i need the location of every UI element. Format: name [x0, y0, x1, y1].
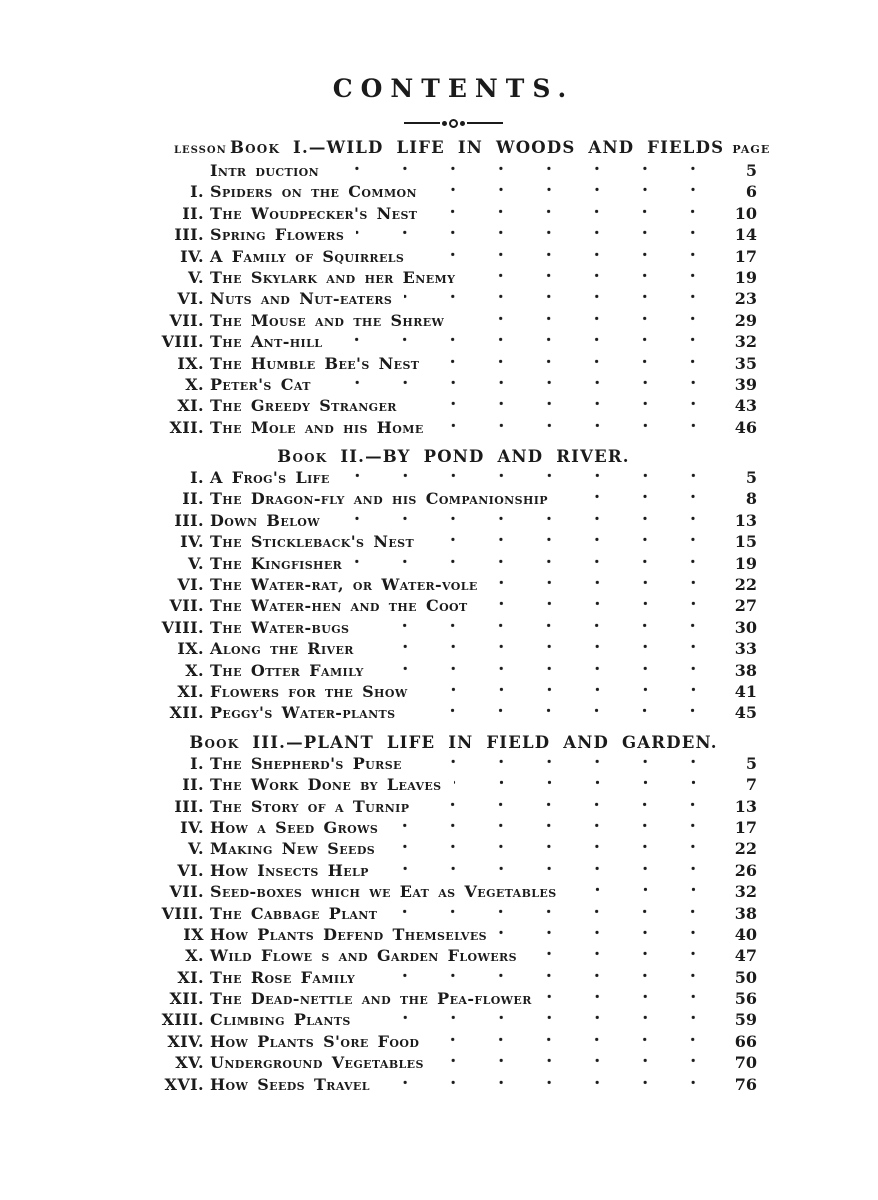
dot-leader	[356, 225, 719, 246]
toc-entry	[150, 682, 757, 703]
page-column-label: PAGE	[732, 143, 771, 156]
dot-leader	[454, 775, 719, 796]
entry-title: Making New Seeds	[210, 839, 376, 859]
entry-title: The Woudpecker's Nest	[210, 203, 418, 223]
dot-leader	[560, 489, 719, 510]
toc-entry	[150, 596, 757, 617]
entry-page-number: 35	[734, 353, 757, 373]
entry-page-number: 5	[745, 468, 757, 488]
toc-entry	[150, 468, 757, 489]
entry-title: A Frog's Life	[210, 468, 330, 488]
dot-leader	[367, 968, 719, 989]
entry-page-number: 6	[745, 182, 757, 202]
entry-title: Wild Flowe s and Garden Flowers	[210, 946, 517, 966]
divider-ornament	[150, 118, 757, 128]
entry-lesson-numeral: VI.	[177, 289, 204, 309]
entry-lesson-numeral: VIII.	[161, 903, 204, 923]
entry-lesson-numeral: XII.	[169, 417, 204, 437]
entry-title: The Cabbage Plant	[210, 903, 378, 923]
entry-page-number: 5	[745, 161, 757, 180]
entry-page-number: 33	[734, 639, 757, 659]
entry-lesson-numeral: I.	[190, 182, 204, 202]
entry-title: The Greedy Stranger	[210, 396, 397, 416]
entry-title: The Otter Family	[210, 660, 364, 680]
entry-title: The Mouse and the Shrew	[210, 310, 445, 330]
dot-leader	[499, 925, 719, 946]
entry-lesson-numeral: XIII.	[161, 1010, 204, 1030]
entry-page-number: 43	[734, 396, 757, 416]
entry-title: Climbing Plants	[210, 1010, 351, 1030]
entry-page-number: 5	[745, 753, 757, 773]
toc-entry	[150, 354, 757, 375]
entry-title: The Dragon-fly and his Companionship	[210, 489, 548, 509]
entry-lesson-numeral: III.	[174, 510, 204, 530]
lesson-column-label: LESSON	[174, 145, 227, 156]
toc-entry	[150, 703, 757, 724]
entry-title: The Water-hen and the Coot	[210, 596, 468, 616]
toc-entry	[150, 575, 757, 596]
entry-page-number: 47	[734, 946, 757, 966]
dot-leader	[416, 247, 719, 268]
entry-lesson-numeral: IX.	[177, 353, 204, 373]
dot-leader	[331, 161, 719, 182]
entry-page-number: 38	[734, 903, 757, 923]
entry-title: The Mole and his Home	[210, 417, 424, 437]
entry-page-number: 39	[734, 374, 757, 394]
toc-entry	[150, 968, 757, 989]
toc-entry	[150, 161, 757, 182]
toc-entry	[150, 311, 757, 332]
entry-lesson-numeral: XI.	[177, 967, 204, 987]
dot-leader	[569, 882, 719, 903]
entry-lesson-numeral: VII.	[169, 596, 204, 616]
entry-title: How Insects Help	[210, 860, 369, 880]
dot-leader	[431, 1032, 719, 1053]
table-of-contents	[150, 138, 771, 1096]
entry-lesson-numeral: IX	[183, 924, 204, 944]
toc-header-row	[150, 138, 771, 160]
toc-entry	[150, 1075, 757, 1096]
toc-entry	[150, 818, 757, 839]
toc-entry	[150, 396, 757, 417]
entry-title: The Kingfisher	[210, 553, 343, 573]
toc-entry	[150, 268, 757, 289]
entry-title: Down Below	[210, 510, 321, 530]
entry-lesson-numeral: XIV.	[167, 1031, 204, 1051]
entry-lesson-numeral: V.	[188, 267, 204, 287]
toc-entry	[150, 289, 757, 310]
entry-page-number: 41	[734, 681, 757, 701]
toc-entry	[150, 925, 757, 946]
entry-lesson-numeral: III.	[174, 796, 204, 816]
toc-entry	[150, 225, 757, 246]
entry-lesson-numeral: I.	[190, 468, 204, 488]
entry-lesson-numeral: V.	[188, 839, 204, 859]
entry-title: How Plants S'ore Food	[210, 1031, 420, 1051]
dot-leader	[354, 554, 719, 575]
entry-lesson-numeral: VIII.	[161, 332, 204, 352]
entry-lesson-numeral: III.	[174, 225, 204, 245]
entry-title: The Water-bugs	[210, 617, 350, 637]
book-2-heading: Book II.—BY POND AND RIVER.	[277, 447, 630, 467]
dot-leader	[529, 946, 719, 967]
page-title: CONTENTS.	[332, 74, 575, 103]
toc-entry	[150, 489, 757, 510]
entry-lesson-numeral: IX.	[177, 639, 204, 659]
dot-leader	[429, 182, 719, 203]
entry-page-number: 46	[734, 417, 757, 437]
entry-lesson-numeral: X.	[185, 660, 204, 680]
entry-lesson-numeral: X.	[185, 946, 204, 966]
dot-leader	[404, 289, 719, 310]
toc-entry	[150, 882, 757, 903]
toc-entry	[150, 797, 757, 818]
entry-page-number: 13	[734, 796, 757, 816]
entry-page-number: 15	[734, 532, 757, 552]
entry-lesson-numeral: IV.	[180, 246, 204, 266]
entry-page-number: 76	[734, 1074, 757, 1094]
dot-leader	[456, 311, 719, 332]
entry-page-number: 14	[734, 225, 757, 245]
dot-leader	[429, 204, 719, 225]
entry-lesson-numeral: VI.	[177, 860, 204, 880]
entry-lesson-numeral: VIII.	[161, 617, 204, 637]
dot-leader	[389, 904, 719, 925]
entry-lesson-numeral: VI.	[177, 575, 204, 595]
toc-entry	[150, 861, 757, 882]
entry-title: A Family of Squirrels	[210, 246, 405, 266]
dot-leader	[436, 1053, 719, 1074]
toc-entry	[150, 247, 757, 268]
entry-title: How Seeds Travel	[210, 1074, 370, 1094]
entry-lesson-numeral: II.	[182, 203, 204, 223]
dot-leader	[342, 468, 719, 489]
dot-leader	[332, 511, 719, 532]
dot-leader	[361, 618, 719, 639]
entry-title: The Humble Bee's Nest	[210, 353, 420, 373]
entry-lesson-numeral: IV.	[180, 532, 204, 552]
dot-leader	[363, 1010, 719, 1031]
dot-leader	[414, 754, 719, 775]
entry-page-number: 26	[734, 860, 757, 880]
entry-page-number: 59	[734, 1010, 757, 1030]
ornament-line-right	[467, 122, 503, 124]
toc-entry	[150, 1032, 757, 1053]
dot-leader	[436, 418, 719, 439]
entry-page-number: 32	[734, 882, 757, 902]
entry-page-number: 8	[745, 489, 757, 509]
entry-title: The Stickleback's Nest	[210, 532, 415, 552]
toc-entry	[150, 332, 757, 353]
entry-lesson-numeral: II.	[182, 489, 204, 509]
entry-page-number: 19	[734, 553, 757, 573]
entry-page-number: 13	[734, 510, 757, 530]
entry-lesson-numeral: XII.	[169, 989, 204, 1009]
entry-title: Nuts and Nut-eaters	[210, 289, 393, 309]
entry-page-number: 17	[734, 246, 757, 266]
entry-page-number: 40	[734, 924, 757, 944]
entry-lesson-numeral: VII.	[169, 310, 204, 330]
dot-leader	[420, 682, 719, 703]
entry-lesson-numeral: I.	[190, 753, 204, 773]
dot-leader	[366, 639, 719, 660]
toc-entry	[150, 639, 757, 660]
entry-lesson-numeral: XI.	[177, 681, 204, 701]
entry-title: The Shepherd's Purse	[210, 753, 402, 773]
entry-title: The Dead-nettle and the Pea-flower	[210, 989, 532, 1009]
dot-leader	[387, 839, 719, 860]
dot-leader	[421, 797, 719, 818]
toc-entry	[150, 554, 757, 575]
entry-page-number: 38	[734, 660, 757, 680]
entry-page-number: 70	[734, 1053, 757, 1073]
book-1-heading: Book I.—WILD LIFE IN WOODS AND FIELDS	[230, 138, 725, 157]
toc-entry	[150, 754, 757, 775]
dot-leader	[490, 575, 719, 596]
toc-entry	[150, 418, 757, 439]
entry-lesson-numeral: II.	[182, 775, 204, 795]
dot-leader	[334, 332, 719, 353]
entry-page-number: 22	[734, 575, 757, 595]
dot-leader	[323, 375, 719, 396]
dot-leader	[544, 989, 719, 1010]
dot-leader	[480, 596, 719, 617]
entry-page-number: 30	[734, 617, 757, 637]
entry-page-number: 23	[734, 289, 757, 309]
entry-title: The Ant-hill	[210, 332, 323, 352]
entry-lesson-numeral: XVI.	[164, 1074, 204, 1094]
entry-title: The Work Done by Leaves	[210, 775, 442, 795]
dot-leader	[409, 396, 719, 417]
toc-entry	[150, 375, 757, 396]
entry-title: Peggy's Water-plants	[210, 703, 396, 723]
entry-page-number: 19	[734, 267, 757, 287]
toc-entry	[150, 532, 757, 553]
entry-page-number: 7	[745, 775, 757, 795]
toc-entry	[150, 204, 757, 225]
toc-entry	[150, 904, 757, 925]
entry-title: How a Seed Grows	[210, 817, 379, 837]
toc-entry	[150, 775, 757, 796]
toc-entry	[150, 989, 757, 1010]
entry-title: Intr duction	[210, 161, 320, 180]
entry-title: Seed-boxes which we Eat as Vegetables	[210, 882, 557, 902]
dot-leader	[407, 703, 719, 724]
dot-leader	[467, 268, 719, 289]
entry-page-number: 22	[734, 839, 757, 859]
entry-lesson-numeral: V.	[188, 553, 204, 573]
entry-lesson-numeral: XV.	[175, 1053, 204, 1073]
entry-title: Peter's Cat	[210, 374, 311, 394]
entry-title: The Rose Family	[210, 967, 356, 987]
dot-leader	[431, 354, 719, 375]
dot-leader	[376, 661, 719, 682]
toc-entry	[150, 1010, 757, 1031]
entry-title: How Plants Defend Themselves	[210, 924, 487, 944]
dot-leader	[381, 861, 719, 882]
toc-content-column	[150, 0, 771, 1096]
ornament-dot-left	[442, 121, 447, 126]
entry-page-number: 56	[734, 989, 757, 1009]
entry-title: The Water-rat, or Water-vole	[210, 575, 478, 595]
entry-lesson-numeral: XI.	[177, 396, 204, 416]
entry-page-number: 45	[734, 703, 757, 723]
toc-entry	[150, 511, 757, 532]
entry-page-number: 10	[734, 203, 757, 223]
entry-lesson-numeral: IV.	[180, 817, 204, 837]
ornament-line-left	[404, 122, 440, 124]
entry-title: Spring Flowers	[210, 225, 345, 245]
entry-page-number: 50	[734, 967, 757, 987]
entry-title: The Story of a Turnip	[210, 796, 410, 816]
entry-title: Spiders on the Common	[210, 182, 417, 202]
toc-entry	[150, 839, 757, 860]
toc-entry	[150, 946, 757, 967]
toc-entry	[150, 618, 757, 639]
ornament-dot-right	[460, 121, 465, 126]
entry-page-number: 17	[734, 817, 757, 837]
entry-page-number: 66	[734, 1031, 757, 1051]
book-3-heading: Book III.—PLANT LIFE IN FIELD AND GARDEN.	[189, 732, 718, 752]
dot-leader	[382, 1075, 719, 1096]
dot-leader	[390, 818, 719, 839]
entry-title: Underground Vegetables	[210, 1053, 424, 1073]
entry-title: Along the River	[210, 639, 354, 659]
entry-page-number: 32	[734, 332, 757, 352]
ornament-ring	[449, 119, 458, 128]
entry-lesson-numeral: XII.	[169, 703, 204, 723]
dot-leader	[426, 532, 719, 553]
entry-lesson-numeral: X.	[185, 374, 204, 394]
entry-page-number: 27	[734, 596, 757, 616]
entry-page-number: 29	[734, 310, 757, 330]
toc-entry	[150, 1053, 757, 1074]
toc-entry	[150, 661, 757, 682]
entry-title: Flowers for the Show	[210, 681, 408, 701]
entry-title: The Skylark and her Enemy	[210, 267, 456, 287]
toc-entry	[150, 182, 757, 203]
entry-lesson-numeral: VII.	[169, 882, 204, 902]
